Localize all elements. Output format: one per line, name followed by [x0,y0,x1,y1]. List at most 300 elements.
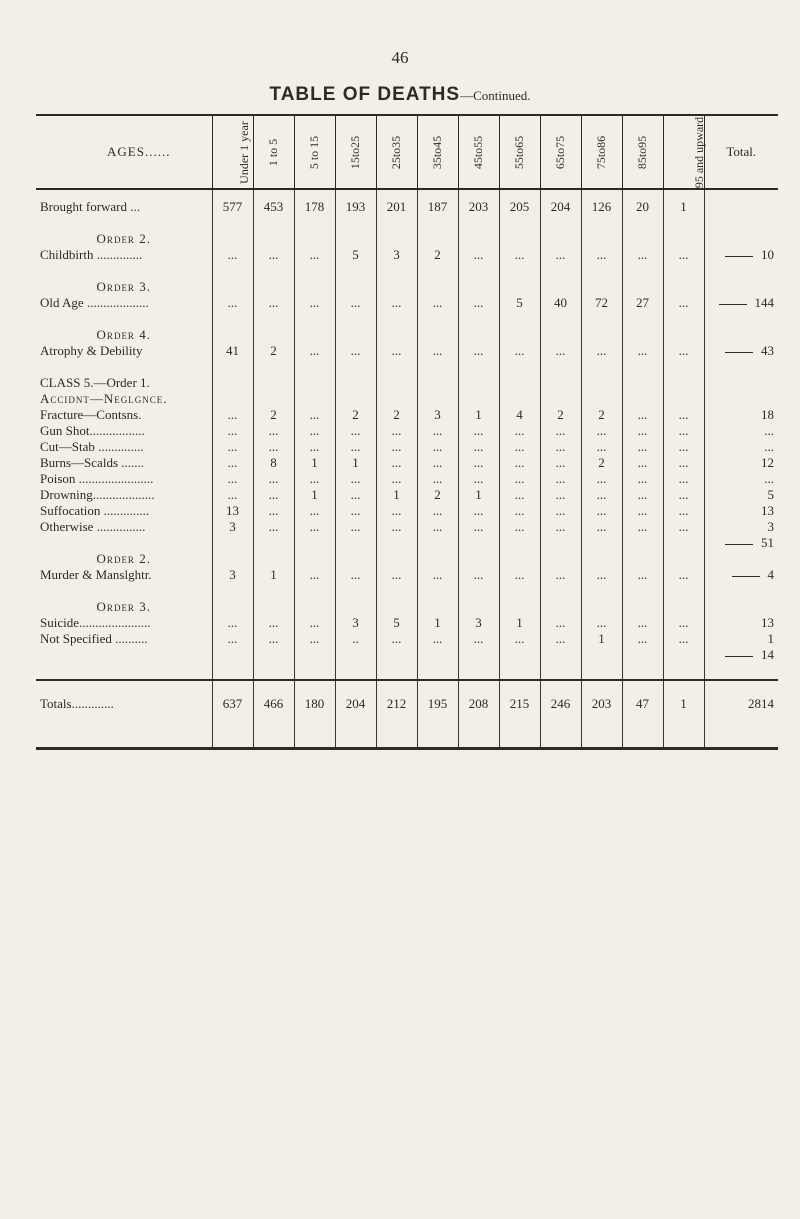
empty-cell [458,551,499,567]
spacer-cell [458,189,499,199]
data-cell: ... [212,439,253,455]
data-cell: ... [417,631,458,647]
empty-cell [499,375,540,391]
data-cell: 1 [663,680,704,727]
spacer-cell [253,663,294,680]
empty-cell [663,279,704,295]
spacer-cell [622,189,663,199]
spacer-cell [499,263,540,279]
data-cell: 1 [294,455,335,471]
data-cell: ... [663,487,704,503]
spacer-cell [540,263,581,279]
total-value: 4 [767,567,774,582]
data-cell: ... [417,343,458,359]
row-label: Burns—Scalds ....... [40,455,144,470]
data-cell: ... [499,567,540,583]
data-cell: 204 [335,680,376,727]
column-header: 55to65 [499,115,540,189]
empty-cell [622,327,663,343]
spacer-cell [417,663,458,680]
spacer-cell [499,727,540,749]
data-cell: ... [294,519,335,535]
subtotal-cell [704,647,778,663]
empty-cell [376,231,417,247]
empty-cell [499,279,540,295]
spacer-cell [581,583,622,599]
spacer-cell [581,215,622,231]
total-value: 13 [761,615,774,630]
empty-cell [540,375,581,391]
data-cell: ... [335,567,376,583]
spacer-cell [335,663,376,680]
table-row [36,503,778,519]
data-cell: 1 [458,487,499,503]
spacer-cell [253,583,294,599]
table-subtitle: —Continued. [460,88,531,103]
data-cell: 2 [581,455,622,471]
total-value: 2814 [748,696,774,711]
subtotal-cell [704,535,778,551]
spacer-cell [335,311,376,327]
spacer-cell [458,215,499,231]
data-cell: ... [294,615,335,631]
spacer-cell [458,359,499,375]
spacer-cell [458,727,499,749]
data-cell: ... [376,423,417,439]
spacer-cell [581,663,622,680]
data-cell: ... [499,247,540,263]
table-row [36,680,778,727]
empty-cell [376,551,417,567]
spacer-cell [294,311,335,327]
spacer-cell [294,263,335,279]
data-cell: 13 [212,503,253,519]
spacer-row [36,663,778,680]
data-cell: ... [540,247,581,263]
empty-cell [212,279,253,295]
row-total [704,199,778,215]
data-cell: ... [663,631,704,647]
spacer-cell [376,663,417,680]
empty-cell [499,599,540,615]
data-cell: ... [581,567,622,583]
column-header: 95 and upward [663,115,704,189]
empty-cell [253,599,294,615]
data-cell: ... [212,615,253,631]
data-cell: 41 [212,343,253,359]
empty-cell [36,535,212,551]
spacer-cell [663,727,704,749]
data-cell: 1 [376,487,417,503]
spacer-cell [212,583,253,599]
data-cell: ... [335,471,376,487]
data-cell: ... [212,471,253,487]
data-cell: ... [294,631,335,647]
data-cell: ... [581,423,622,439]
row-total [704,295,778,311]
data-cell: ... [376,295,417,311]
table-row [36,247,778,263]
total-value: 1 [767,631,774,646]
data-cell: ... [458,631,499,647]
data-cell: ... [622,247,663,263]
spacer-cell [458,311,499,327]
spacer-cell [458,583,499,599]
spacer-cell [36,311,212,327]
data-cell: 3 [335,615,376,631]
data-cell: ... [458,439,499,455]
empty-cell [417,647,458,663]
deaths-table-wrapper [36,114,778,750]
spacer-cell [335,727,376,749]
empty-cell [704,279,778,295]
data-cell: ... [212,631,253,647]
empty-cell [294,231,335,247]
data-cell: ... [622,615,663,631]
data-cell: ... [417,295,458,311]
spacer-cell [376,263,417,279]
data-cell: ... [253,439,294,455]
spacer-cell [294,359,335,375]
data-cell: ... [376,455,417,471]
empty-cell [376,279,417,295]
data-cell: 466 [253,680,294,727]
data-cell: ... [622,519,663,535]
row-total [704,423,778,439]
section-heading-row [36,375,778,391]
empty-cell [335,647,376,663]
empty-cell [540,231,581,247]
data-cell: 47 [622,680,663,727]
spacer-cell [335,359,376,375]
data-cell: ... [294,407,335,423]
empty-cell [663,551,704,567]
data-cell: ... [458,423,499,439]
empty-cell [253,391,294,407]
row-label: Suicide...................... [40,615,151,630]
empty-cell [417,535,458,551]
row-label: Poison ....................... [40,471,154,486]
spacer-row [36,189,778,199]
empty-cell [499,391,540,407]
data-cell: 453 [253,199,294,215]
empty-cell [294,647,335,663]
spacer-cell [376,189,417,199]
column-header: 5 to 15 [294,115,335,189]
dash-rule [725,352,753,353]
data-cell: ... [581,615,622,631]
empty-cell [622,231,663,247]
column-header: Under 1 year [212,115,253,189]
spacer-cell [663,359,704,375]
data-cell: ... [663,567,704,583]
empty-cell [335,535,376,551]
spacer-cell [704,311,778,327]
row-total [704,503,778,519]
data-cell: 2 [540,407,581,423]
data-cell: ... [622,343,663,359]
empty-cell [294,279,335,295]
empty-cell [704,391,778,407]
data-cell: 201 [376,199,417,215]
subtotal-value: 51 [761,535,774,550]
empty-cell [253,535,294,551]
spacer-cell [417,311,458,327]
data-cell: ... [499,343,540,359]
data-cell: 1 [335,455,376,471]
data-cell: ... [376,503,417,519]
dash-rule [725,544,753,545]
empty-cell [335,391,376,407]
row-label: Not Specified .......... [40,631,148,646]
data-cell: 1 [253,567,294,583]
data-cell: ... [417,439,458,455]
spacer-cell [253,263,294,279]
spacer-cell [704,727,778,749]
spacer-cell [335,215,376,231]
data-cell: ... [294,343,335,359]
spacer-cell [417,189,458,199]
total-value: 144 [754,295,774,310]
empty-cell [417,599,458,615]
spacer-row [36,359,778,375]
empty-cell [499,551,540,567]
data-cell: ... [622,471,663,487]
spacer-cell [663,583,704,599]
data-cell: ... [540,423,581,439]
spacer-cell [499,583,540,599]
data-cell: 3 [458,615,499,631]
data-cell: 40 [540,295,581,311]
spacer-cell [499,359,540,375]
subtotal-row [36,535,778,551]
row-total [704,615,778,631]
data-cell: ... [253,247,294,263]
spacer-cell [253,215,294,231]
data-cell: 205 [499,199,540,215]
spacer-cell [294,583,335,599]
total-value: ... [764,423,774,438]
data-cell: ... [663,407,704,423]
page-number: 46 [391,48,409,67]
spacer-cell [212,359,253,375]
order-heading-text: Order 4. [96,327,151,342]
total-value: ... [764,439,774,454]
spacer-cell [36,727,212,749]
spacer-cell [376,215,417,231]
data-cell: ... [212,423,253,439]
spacer-cell [253,189,294,199]
data-cell: ... [622,503,663,519]
order-heading [36,327,212,343]
data-cell: ... [458,455,499,471]
data-cell: 1 [581,631,622,647]
data-cell: ... [540,439,581,455]
spacer-cell [417,215,458,231]
empty-cell [253,375,294,391]
spacer-cell [212,189,253,199]
order-heading-text: Order 3. [96,279,151,294]
deaths-table [36,114,778,750]
spacer-cell [335,189,376,199]
column-header: 65to75 [540,115,581,189]
data-cell: 215 [499,680,540,727]
spacer-cell [36,215,212,231]
empty-cell [622,535,663,551]
spacer-cell [540,663,581,680]
empty-cell [417,375,458,391]
data-cell: ... [581,487,622,503]
data-cell: ... [253,615,294,631]
table-title-block [0,84,800,106]
data-cell: ... [622,567,663,583]
empty-cell [663,599,704,615]
data-cell: ... [581,471,622,487]
data-cell: ... [294,503,335,519]
data-cell: ... [540,519,581,535]
total-value: 3 [767,519,774,534]
empty-cell [294,375,335,391]
spacer-cell [622,359,663,375]
empty-cell [335,231,376,247]
subtotal-row [36,647,778,663]
data-cell: ... [458,567,499,583]
data-cell: 72 [581,295,622,311]
row-total [704,455,778,471]
empty-cell [540,599,581,615]
data-cell: ... [458,295,499,311]
order-heading-row [36,231,778,247]
empty-cell [294,391,335,407]
spacer-cell [212,663,253,680]
column-header: 85to95 [622,115,663,189]
data-cell: ... [499,503,540,519]
empty-cell [499,535,540,551]
data-cell: ... [253,487,294,503]
row-label: Gun Shot................. [40,423,145,438]
spacer-cell [294,189,335,199]
empty-cell [663,327,704,343]
empty-cell [704,327,778,343]
data-cell: ... [622,439,663,455]
data-cell: 2 [581,407,622,423]
empty-cell [212,375,253,391]
data-cell: ... [253,519,294,535]
order-heading [36,551,212,567]
spacer-cell [540,189,581,199]
spacer-cell [36,263,212,279]
empty-cell [376,535,417,551]
total-value: 18 [761,407,774,422]
spacer-cell [417,263,458,279]
data-cell: ... [499,439,540,455]
data-cell: 180 [294,680,335,727]
row-label: Otherwise ............... [40,519,146,534]
row-total [704,343,778,359]
empty-cell [417,279,458,295]
empty-cell [622,279,663,295]
data-cell: ... [622,407,663,423]
empty-cell [376,391,417,407]
empty-cell [581,391,622,407]
empty-cell [212,535,253,551]
data-cell: ... [663,503,704,519]
order-heading [36,231,212,247]
data-cell: ... [253,423,294,439]
empty-cell [540,391,581,407]
data-cell: 5 [376,615,417,631]
total-value: 5 [767,487,774,502]
column-header: 25to35 [376,115,417,189]
data-cell: ... [663,519,704,535]
order-heading-text: Order 2. [96,231,151,246]
data-cell: ... [294,567,335,583]
spacer-cell [212,311,253,327]
spacer-cell [663,663,704,680]
empty-cell [335,327,376,343]
empty-cell [36,647,212,663]
spacer-cell [294,727,335,749]
spacer-cell [253,311,294,327]
data-cell: 1 [458,407,499,423]
section-heading-row [36,391,778,407]
data-cell: ... [663,439,704,455]
empty-cell [458,231,499,247]
data-cell: ... [540,615,581,631]
table-row [36,343,778,359]
data-cell: 3 [212,567,253,583]
empty-cell [417,327,458,343]
empty-cell [622,599,663,615]
spacer-cell [458,263,499,279]
spacer-cell [704,215,778,231]
empty-cell [622,551,663,567]
dash-rule [725,656,753,657]
section-heading-text: Accidnt—Neglgnce. [40,391,168,406]
data-cell: ... [581,519,622,535]
spacer-cell [335,583,376,599]
data-cell: 1 [499,615,540,631]
data-cell: ... [376,567,417,583]
spacer-cell [540,583,581,599]
empty-cell [458,647,499,663]
data-cell: .. [335,631,376,647]
data-cell: ... [335,439,376,455]
data-cell: 3 [376,247,417,263]
table-row [36,519,778,535]
data-cell: ... [458,519,499,535]
empty-cell [212,647,253,663]
spacer-cell [36,583,212,599]
column-header: 45to55 [458,115,499,189]
spacer-cell [581,359,622,375]
dash-rule [725,256,753,257]
spacer-cell [704,263,778,279]
data-cell: ... [458,503,499,519]
table-row [36,407,778,423]
empty-cell [417,551,458,567]
data-cell: ... [499,519,540,535]
spacer-cell [294,215,335,231]
data-cell: ... [417,471,458,487]
empty-cell [581,279,622,295]
data-cell: ... [335,423,376,439]
spacer-cell [376,359,417,375]
data-cell: ... [212,487,253,503]
spacer-cell [704,663,778,680]
table-row [36,567,778,583]
empty-cell [376,599,417,615]
